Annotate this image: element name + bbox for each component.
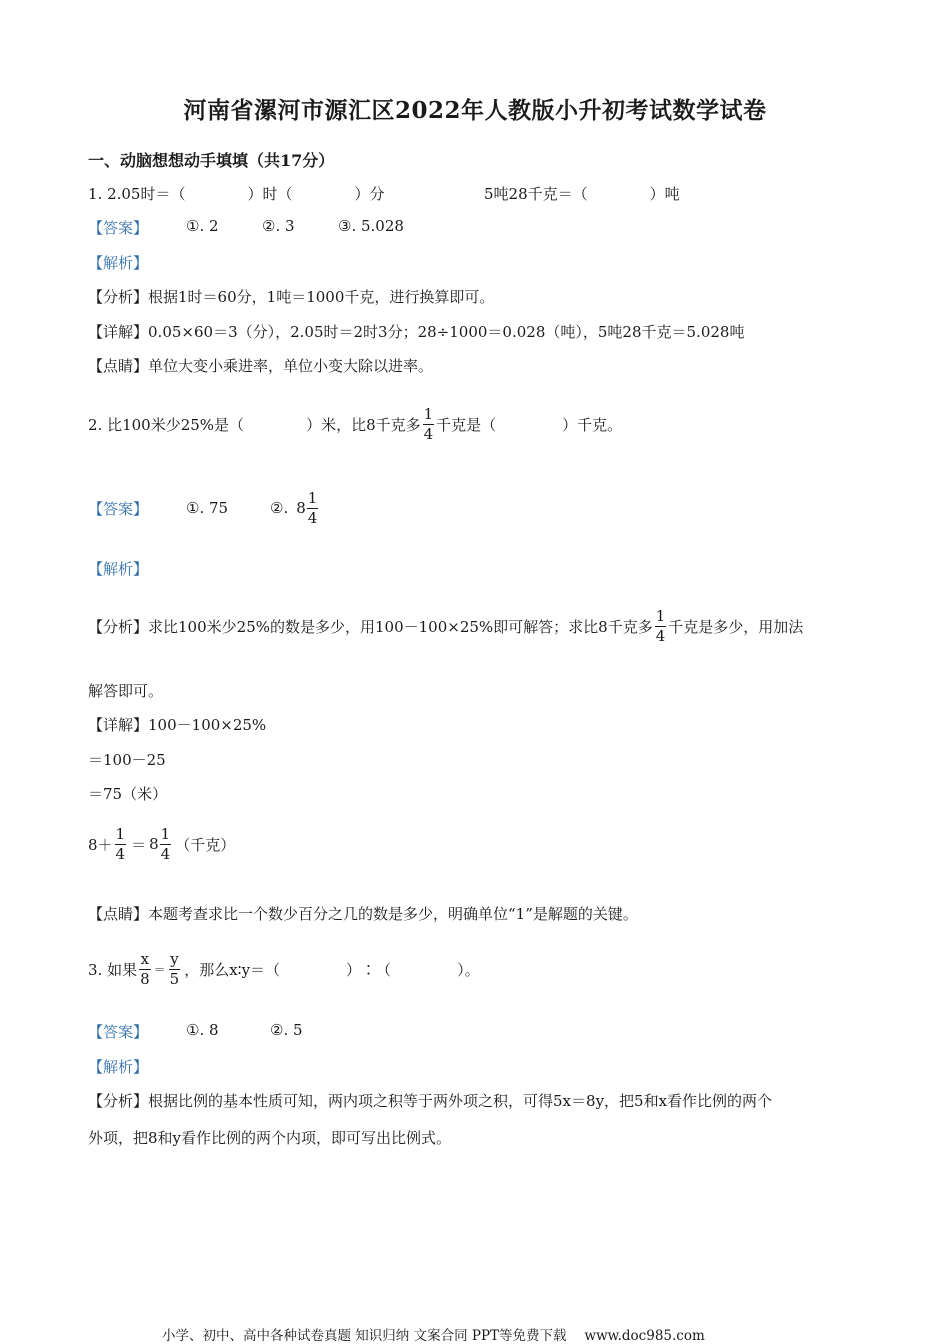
q3-stem-c: ）∶（ bbox=[346, 960, 392, 979]
q2-calc bbox=[88, 816, 235, 872]
q2-xiangjie-3: ＝75（米） bbox=[88, 785, 168, 803]
dianjing-label: 【点睛】 bbox=[88, 357, 149, 375]
q3-fraction-x: $\frac{x}{8}$ bbox=[140, 949, 150, 988]
answer-label: 【答案】 bbox=[88, 219, 149, 237]
q1-stem-b: ）时（ bbox=[247, 185, 293, 203]
q2-answer-2: ②. 8 $\frac{1}{4}$ bbox=[270, 488, 318, 527]
fenxi-label: 【分析】 bbox=[88, 1092, 149, 1110]
q2-fenxi-fraction: $\frac{1}{4}$ bbox=[655, 606, 666, 645]
q1-stem-c: ）分 bbox=[354, 185, 385, 203]
q2-stem-b: ）米，比8千克多 bbox=[306, 415, 421, 434]
dianjing-label: 【点睛】 bbox=[88, 905, 149, 923]
q3-fenxi-1: 根据比例的基本性质可知，两内项之积等于两外项之积，可得5x＝8y，把5和x看作比例的两个 bbox=[148, 1092, 773, 1110]
fenxi-label: 【分析】 bbox=[88, 617, 149, 636]
footer bbox=[162, 1324, 705, 1344]
q2-answer-whole: 8 bbox=[296, 499, 306, 517]
page-title: 河南省漯河市源汇区2022年人教版小升初考试数学试卷 bbox=[183, 97, 767, 124]
q3-stem-d: ）。 bbox=[457, 960, 480, 979]
q2-dianjing-text: 本题考查求比一个数少百分之几的数是多少，明确单位“1”是解题的关键。 bbox=[148, 905, 638, 923]
q3-stem bbox=[88, 934, 480, 1004]
q1-xiangjie-text: 0.05×60＝3（分），2.05时＝2时3分；28÷1000＝0.028（吨），5吨28千克＝5.028吨 bbox=[148, 323, 745, 341]
q3-fenxi bbox=[88, 1090, 772, 1111]
q3-answer-row bbox=[88, 1021, 148, 1042]
q2-calc-fraction-1: $\frac{1}{4}$ bbox=[115, 824, 126, 863]
answer-label: 【答案】 bbox=[88, 499, 149, 518]
q2-xiangjie-1: 100－100×25% bbox=[148, 716, 267, 734]
q2-fenxi bbox=[88, 598, 803, 654]
q2-xiangjie bbox=[88, 714, 266, 735]
q2-answer-row bbox=[88, 486, 148, 530]
q3-stem-a: 3. 如果 bbox=[88, 960, 138, 979]
q1-stem-2 bbox=[484, 183, 680, 204]
q2-calc-a: 8＋ bbox=[88, 835, 113, 854]
q1-answer-3: ③. 5.028 bbox=[338, 217, 404, 235]
q2-calc-unit: （千克） bbox=[175, 835, 236, 854]
q1-answer-2: ②. 3 bbox=[262, 217, 295, 235]
q1-fenxi bbox=[88, 286, 494, 307]
q2-stem bbox=[88, 396, 622, 452]
xiangjie-label: 【详解】 bbox=[88, 716, 149, 734]
q2-fenxi-c: 解答即可。 bbox=[88, 682, 164, 700]
q1-answer-row bbox=[88, 217, 148, 238]
footer-link[interactable]: www.doc985.com bbox=[584, 1328, 705, 1344]
q3-answer-1: ①. 8 bbox=[186, 1021, 219, 1039]
section-heading: 一、动脑想想动手填填（共17分） bbox=[88, 151, 335, 170]
q2-calc-b: ＝ bbox=[131, 835, 147, 854]
q2-calc-fraction-2: $\frac{1}{4}$ bbox=[160, 824, 171, 863]
q2-answer-1: ①. 75 bbox=[186, 499, 229, 517]
q1-stem-d: 5吨28千克＝（ bbox=[484, 185, 588, 203]
q2-stem-d: ）千克。 bbox=[562, 415, 623, 434]
q2-fraction: $\frac{1}{4}$ bbox=[423, 404, 434, 443]
q3-answer-2: ②. 5 bbox=[270, 1021, 303, 1039]
q1-stem-a: 1. 2.05时＝（ bbox=[88, 185, 186, 203]
q2-fenxi-a: 求比100米少25%的数是多少，用100－100×25%即可解答；求比8千克多 bbox=[148, 617, 653, 636]
q1-dianjing-text: 单位大变小乘进率，单位小变大除以进率。 bbox=[148, 357, 434, 375]
q3-fenxi-2: 外项，把8和y看作比例的两个内项，即可写出比例式。 bbox=[88, 1129, 452, 1147]
fenxi-label: 【分析】 bbox=[88, 288, 149, 306]
q1-xiangjie bbox=[88, 321, 744, 342]
analysis-label: 【解析】 bbox=[88, 1058, 149, 1076]
analysis-label: 【解析】 bbox=[88, 254, 149, 272]
q3-eq: ＝ bbox=[153, 962, 166, 977]
q2-answer-fraction: $\frac{1}{4}$ bbox=[307, 488, 318, 527]
xiangjie-label: 【详解】 bbox=[88, 323, 149, 341]
q3-stem-b: ，那么x∶y＝（ bbox=[184, 960, 281, 979]
q1-stem-e: ）吨 bbox=[649, 185, 680, 203]
q2-stem-a: 2. 比100米少25%是（ bbox=[88, 415, 245, 434]
q2-fenxi-b: 千克是多少，用加法 bbox=[668, 617, 804, 636]
q3-fraction-y: $\frac{y}{5}$ bbox=[169, 949, 180, 988]
q1-stem bbox=[88, 183, 385, 204]
q1-fenxi-text: 根据1时＝60分，1吨＝1000千克，进行换算即可。 bbox=[148, 288, 495, 306]
analysis-label: 【解析】 bbox=[88, 560, 149, 578]
answer-label: 【答案】 bbox=[88, 1023, 149, 1041]
q1-answer-1: ①. 2 bbox=[186, 217, 219, 235]
q2-stem-c: 千克是（ bbox=[436, 415, 497, 434]
footer-text: 小学、初中、高中各种试卷真题 知识归纳 文案合同 PPT等免费下载 bbox=[162, 1328, 567, 1344]
q1-dianjing bbox=[88, 355, 433, 376]
q2-dianjing bbox=[88, 903, 638, 924]
q2-calc-whole: 8 bbox=[149, 835, 159, 853]
q2-xiangjie-2: ＝100－25 bbox=[88, 751, 166, 769]
